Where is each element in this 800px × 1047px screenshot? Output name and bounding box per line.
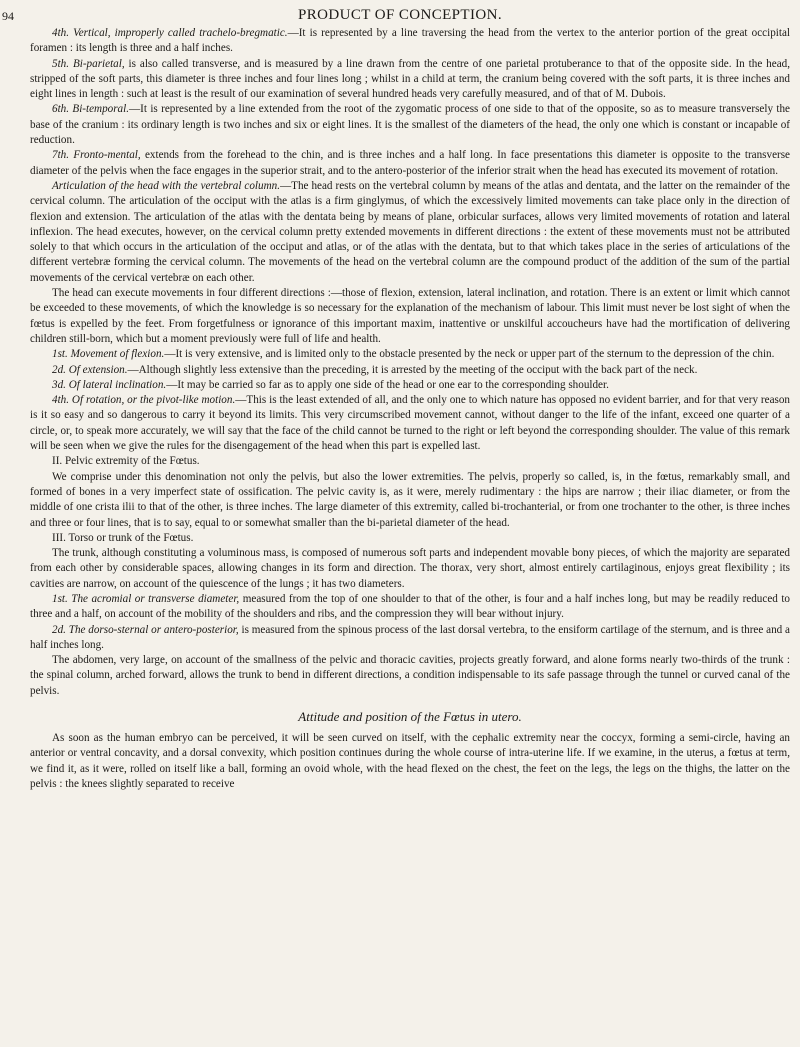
paragraph-label: 1st. Movement of flexion. (52, 348, 165, 361)
paragraph-label: 4th. Of rotation, or the pivot-like motion. (52, 394, 236, 407)
final-paragraph: As soon as the human embryo can be perceived, it will be seen curved on itself, with the cephalic extremity near the coccyx, forming a semi-circle, having an anterior or ventral concavity, and a dorsal convexity, which position continues during the whole course of intra-uterine life. If we examine, in the uterus, a fœtus at term, we find it, as it were, rolled on itself like a ball, forming an ovoid whole, with the head flexed on the chest, the feet on the legs, the legs on the thighs, the latter on the pelvis : the knees slightly separated to receive (30, 732, 790, 790)
paragraph-text: is measured from the spinous process of the last dorsal vertebra, to the ensiform cartilage of the sternum, and is three and a half inches long. (30, 623, 790, 651)
paragraph (30, 57, 790, 103)
paragraph (30, 102, 790, 148)
paragraph-label: 6th. Bi-temporal. (52, 103, 130, 116)
paragraph-text: —It may be carried so far as to apply one side of the head or one ear to the corresponding shoulder. (166, 378, 609, 391)
paragraph (30, 653, 790, 699)
paragraph-text: —It is very extensive, and is limited only to the obstacle presented by the neck or upper part of the sternum to the depression of the chin. (164, 348, 775, 361)
paragraph (30, 26, 790, 57)
paragraph (30, 454, 790, 469)
paragraph (30, 363, 790, 378)
paragraph-text: The head can execute movements in four different directions :—those of flexion, extension, lateral inclination, and rotation. There is an extent or limit which cannot be exceeded to these movements, of which the knowledge is so necessary for the explanation of the mechanism of labour. This limit must never be lost sight of when the fœtus is expelled by the feet. From forgetfulness or ignorance of this important maxim, inattentive or unskilful accoucheurs have had the mortification of delivering children still-born, which but a moment previously were full of life and health. (30, 287, 790, 345)
paragraph-text: The abdomen, very large, on account of the smallness of the pelvic and thoracic cavities, projects greatly forward, and alone forms nearly two-thirds of the trunk : the spinal column, arched forward, allows the trunk to bend in different directions, a condition indispensable to its safe passage through the tunnel or curved canal of the pelvis. (30, 654, 790, 697)
paragraph (30, 347, 790, 362)
paragraph (30, 623, 790, 654)
section-title: Attitude and position of the Fœtus in utero. (298, 709, 522, 725)
paragraph-text: —The head rests on the vertebral column by means of the atlas and dentata, and the latter on the remainder of the cervical column. The articulation of the occiput with the atlas is a firm ginglymus, of which the excessively limited movements can take place only in the direction of flexion and extension. The articulation of the atlas with the dentata being by means of plane, orbicular surfaces, allows very limited movements of rotation and lateral inflexion. The head executes, however, on the cervical column pretty extended movements in different directions : the extent of these movements must not be attributed solely to that which occurs in the articulation of the occiput and atlas, or of the atlas with the dentata, but to that which takes place in the series of articulations of the different vertebræ forming the cervical column. The movements of the head on the vertebral column are the compound product of the addition of the sum of the partial movements of the cervical vertebræ on each other. (30, 179, 790, 284)
paragraph-text: measured from the top of one shoulder to that of the other, is four and a half inches long, but may be readily reduced to three and a half, on account of the mobility of the shoulders and ribs, and the compression they will bear without injury. (30, 592, 790, 621)
paragraph-text: The trunk, although constituting a voluminous mass, is composed of numerous soft parts and independent movable bony pieces, of which the majority are separated from each other by considerable spaces, allowing changes in its form and direction. The thorax, very short, almost entirely cartilaginous, enjoys great flexibility ; its cavities are narrow, on account of the quiescence of the lungs ; it has two diameters. (30, 547, 790, 590)
paragraph-label: Articulation of the head with the vertebral column. (52, 179, 280, 192)
paragraph-text: —This is the least extended of all, and the only one to which nature has opposed no evident barrier, and for that very reason is it so easy and so dangerous to carry it beyond its limits. This very circumscribed movement cannot, without danger to the life of the infant, exceed one quarter of a circle, or, to speak more accurately, we will say that the face of the child cannot be turned to the right or left beyond the corresponding shoulder. The value of this remark will be seen when we give the rules for the disengagement of the head when this part is expelled last. (30, 394, 791, 453)
paragraph (30, 148, 790, 179)
paragraph (30, 378, 790, 393)
page-number: 94 (2, 9, 14, 23)
paragraph-label: 5th. Bi-parietal, (52, 57, 125, 70)
body-text (30, 26, 790, 792)
paragraph-text: extends from the forehead to the chin, and is three inches and a half long. In face presentations this diameter is opposite to the transverse diameter of the pelvis when the face engages in the superior strait, and to the antero-posterior of the inferior strait when the head has executed its movement of rotation. (30, 149, 791, 177)
paragraph-label: 3d. Of lateral inclination. (52, 378, 167, 391)
paragraph-text: III. Torso or trunk of the Fœtus. (52, 531, 194, 544)
paragraph (30, 470, 790, 531)
paragraph (30, 179, 790, 286)
paragraph-text: —It is represented by a line extended from the root of the zygomatic process of one side to that of the opposite, so as to measure transversely the base of the cranium : its ordinary length is two inches and six or eight lines. It is the smallest of the diameters of the head, the only one which is constant or incapable of reduction. (30, 103, 790, 147)
paragraph-label: 2d. The dorso-sternal or antero-posterior, (52, 623, 239, 636)
paragraph-text: II. Pelvic extremity of the Fœtus. (52, 455, 200, 468)
paragraph-text: We comprise under this denomination not only the pelvis, but also the lower extremities. The pelvis, properly so called, is, in the fœtus, remarkably small, and formed of bones in a very imperfect state of ossification. The pelvic cavity is, as it were, merely rudimentary : the hips are narrow ; their iliac diameter, or from the middle of one crista ilii to that of the other, is three inches. The large diameter of this extremity, called bi-trochanterial, or from one trochanter to the other, is three inches and three or four lines, that is to say, equal to or somewhat smaller than the bi-parietal diameter of the head. (30, 470, 790, 529)
page-header (0, 4, 800, 26)
paragraph-label: 7th. Fronto-mental, (52, 149, 141, 162)
paragraph (30, 286, 790, 347)
section-gap (30, 699, 790, 709)
paragraph-text: —Although slightly less extensive than the preceding, it is arrested by the meeting of the occiput with the back part of the neck. (127, 363, 698, 376)
paragraph (30, 546, 790, 592)
paragraph (30, 531, 790, 546)
paragraph-label: 1st. The acromial or transverse diameter, (52, 592, 240, 605)
paragraph-text: is also called transverse, and is measured by a line drawn from the centre of one parietal protuberance to that of the opposite side. In the head, stripped of the soft parts, this diameter is three inches and four lines long ; whilst in a child at term, the cranium being covered with the soft parts, it is three inches and eight lines in length : such at least is the result of our examination of several hundred heads very carefully measured, and of that of M. Dubois. (30, 57, 790, 101)
paragraph-text: —It is represented by a line traversing the head from the vertex to the anterior portion of the great occipital foramen : its length is three and a half inches. (30, 27, 790, 55)
paragraph-label: 4th. Vertical, improperly called trachelo-bregmatic. (52, 27, 288, 39)
paragraph-label: 2d. Of extension. (52, 363, 128, 376)
paragraph (30, 393, 790, 454)
running-title: PRODUCT OF CONCEPTION. (298, 7, 502, 23)
paragraph (30, 592, 790, 623)
